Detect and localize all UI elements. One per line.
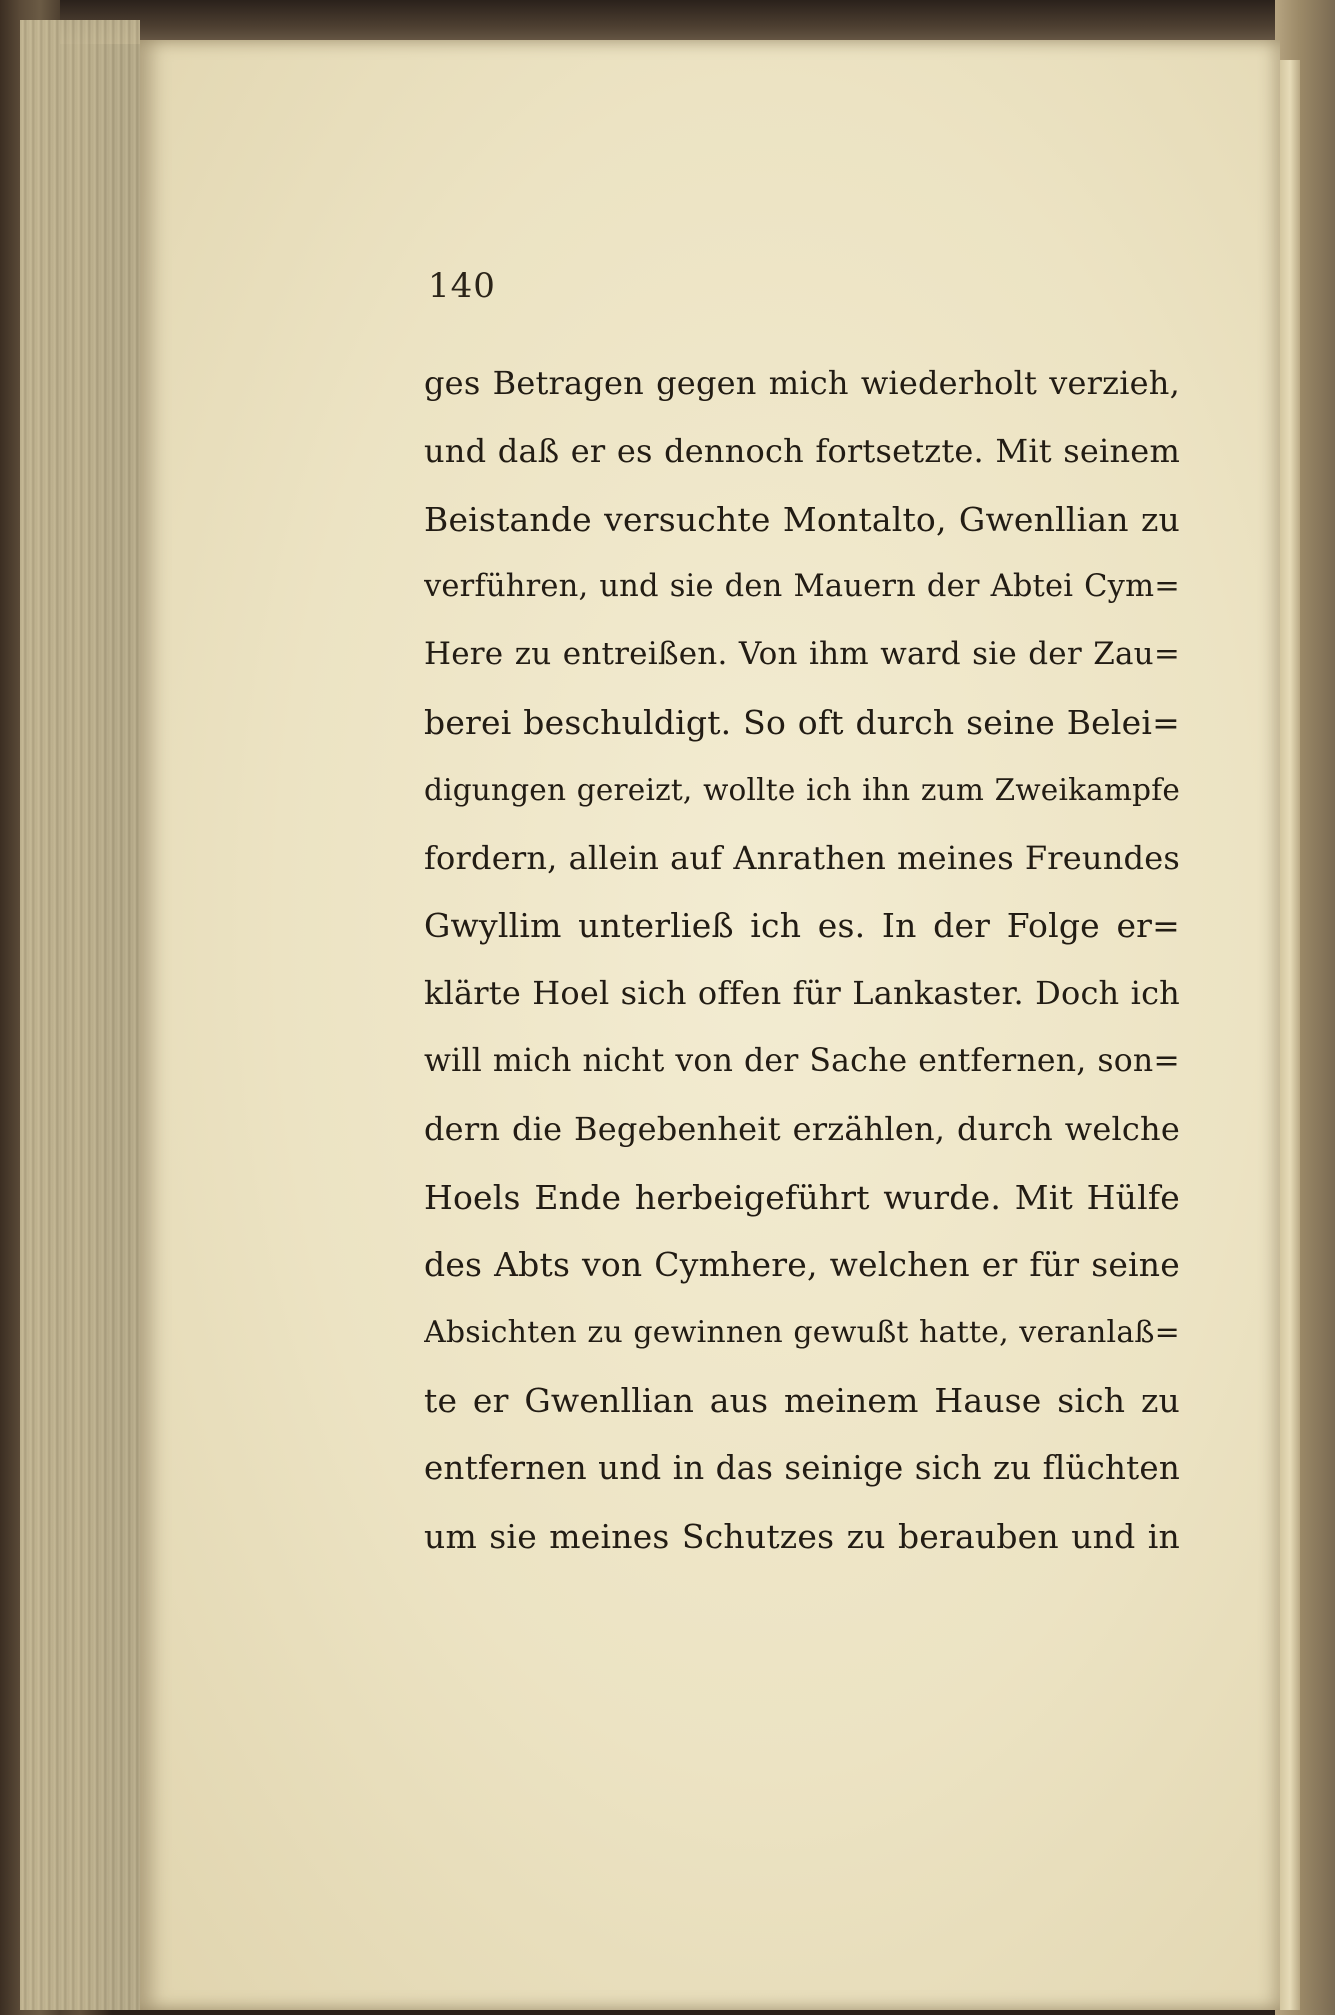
- text-line: des Abts von Cymhere, welchen er für seine: [424, 1245, 1180, 1285]
- text-line: entfernen und in das seinige sich zu flüchten: [424, 1448, 1180, 1487]
- page-number: 140: [428, 266, 496, 306]
- page-text: [424, 350, 1180, 1570]
- text-line: um sie meines Schutzes zu berauben und in: [424, 1516, 1180, 1556]
- text-line: Gwyllim unterließ ich es. In der Folge er=: [424, 906, 1180, 946]
- text-line: te er Gwenllian aus meinem Hause sich zu: [424, 1380, 1180, 1420]
- text-line: Beistande versuchte Montalto, Gwenllian zu: [424, 499, 1180, 539]
- text-line: fordern, allein auf Anrathen meines Freundes: [424, 838, 1180, 877]
- text-line: verführen, und sie den Mauern der Abtei Cym=: [424, 569, 1180, 605]
- text-line: dern die Begebenheit erzählen, durch welche: [424, 1109, 1180, 1148]
- text-line: Here zu entreißen. Von ihm ward sie der Zau=: [424, 636, 1180, 673]
- text-line: und daß er es dennoch fortsetzte. Mit seinem: [424, 431, 1180, 470]
- text-line: Hoels Ende herbeigeführt wurde. Mit Hülfe: [424, 1177, 1180, 1217]
- text-line: berei beschuldigt. So oft durch seine Belei=: [424, 702, 1180, 742]
- page-right-edge: [1280, 60, 1300, 2010]
- text-line: ges Betragen gegen mich wiederholt verzieh,: [424, 364, 1180, 402]
- page-edges: [20, 20, 140, 2010]
- text-line: will mich nicht von der Sache entfernen, son=: [424, 1042, 1180, 1079]
- text-line: Absichten zu gewinnen gewußt hatte, veranlaß=: [424, 1315, 1180, 1351]
- text-line: digungen gereizt, wollte ich ihn zum Zweikampfe: [424, 772, 1180, 807]
- book-cover-top: [60, 0, 1335, 44]
- text-line: klärte Hoel sich offen für Lankaster. Doch ich: [424, 974, 1180, 1013]
